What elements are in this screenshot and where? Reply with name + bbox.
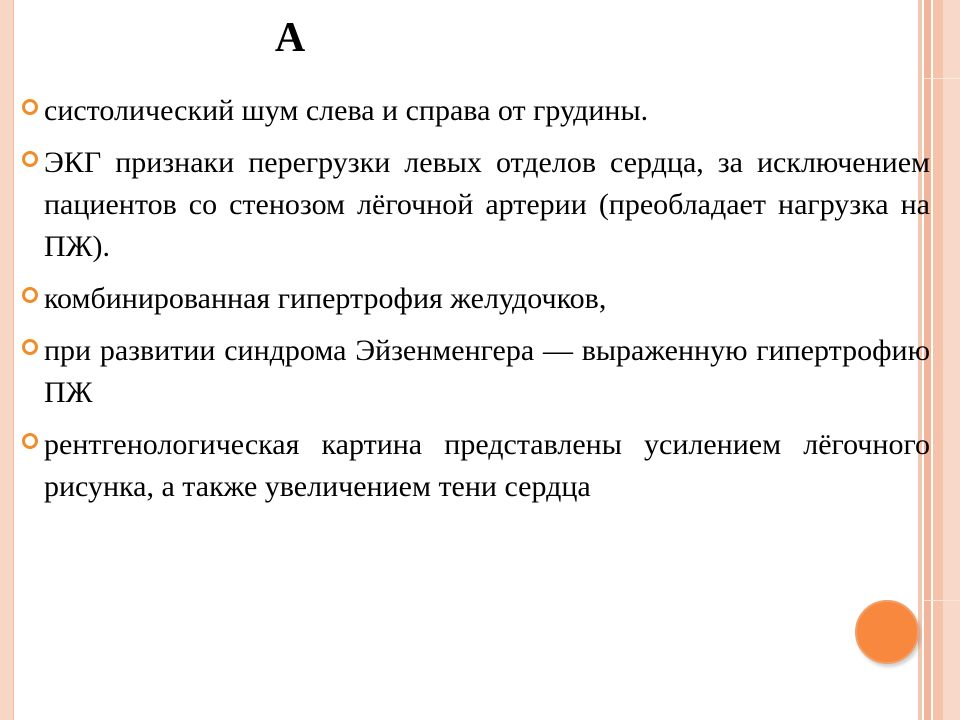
list-item <box>22 278 930 320</box>
right-border-stripe <box>943 0 960 720</box>
bullet-list <box>22 90 930 518</box>
list-item-text: рентгенологическая картина представлены усилением лёгочного рисунка, а также увеличением тени сердца <box>44 428 930 503</box>
right-border-tick <box>924 78 960 79</box>
ring-bullet-icon <box>22 287 38 303</box>
list-item <box>22 424 930 508</box>
left-border-line <box>13 0 14 720</box>
slide-title: А <box>274 15 306 61</box>
list-item <box>22 142 930 268</box>
ring-bullet-icon <box>22 339 38 355</box>
list-item-text: ЭКГ признаки перегрузки левых отделов сердца, за исключением пациентов со стенозом лёгочной артерии (преобладает нагрузка на ПЖ). <box>44 146 930 263</box>
right-border-stripe <box>933 0 943 720</box>
list-item-text: систолический шум слева и справа от грудины. <box>44 94 649 127</box>
left-border-decoration <box>0 0 13 720</box>
list-item <box>22 330 930 414</box>
list-item <box>22 90 930 132</box>
ring-bullet-icon <box>22 99 38 115</box>
right-border-tick <box>924 600 960 601</box>
list-item-text: комбинированная гипертрофия желудочков, <box>44 282 607 315</box>
orange-circle-decoration <box>855 600 919 664</box>
list-item-text: при развитии синдрома Эйзенменгера — выраженную гипертрофию ПЖ <box>44 334 930 409</box>
ring-bullet-icon <box>22 151 38 167</box>
ring-bullet-icon <box>22 433 38 449</box>
